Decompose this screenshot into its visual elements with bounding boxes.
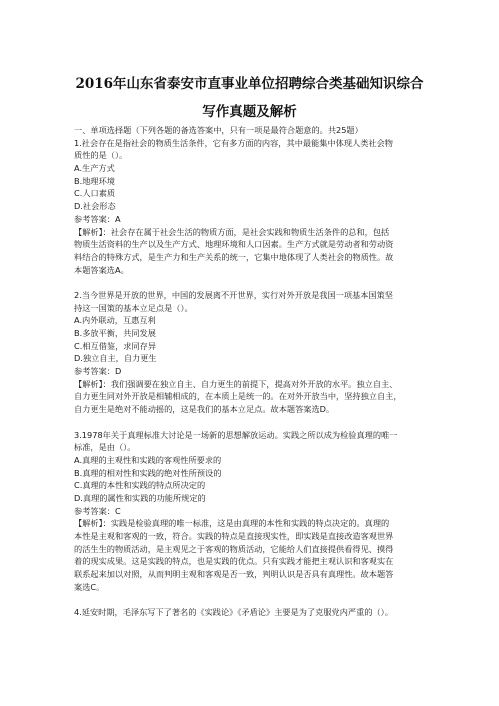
question-3-option-b: B.真理的相对性和实践的绝对性所预设的	[74, 467, 222, 478]
question-1-analysis-line-2: 物质生活资料的生产以及生产方式、地理环境和人口因素。生产方式就是劳动者和劳动资	[74, 239, 394, 250]
question-1-analysis-line-1: 【解析】：社会存在属于社会生活的物质方面，是社会实践和物质生活条件的总和，包括	[74, 226, 390, 237]
question-3-analysis-line-1: 【解析】：实践是检验真理的唯一标准，这是由真理的本性和实践的特点决定的。真理的	[74, 518, 390, 529]
question-2-analysis-line-3: 自力更生是绝对不能动摇的，这是我们的基本立足点。故本题答案选D。	[74, 404, 335, 415]
document-title-line-2: 写作真题及解析	[202, 104, 297, 120]
question-2-stem-line-1: 2.当今世界是开放的世界，中国的发展离不开世界，实行对外开放是我国一项基本国策坚	[74, 289, 393, 300]
question-1-answer: 参考答案：A	[74, 213, 121, 224]
paragraph-gap	[74, 416, 432, 429]
question-1-stem-line-1: 1.社会存在是指社会的物质生活条件，它有多方面的内容，其中最能集中体现人类社会物	[74, 137, 393, 148]
question-3-analysis-line-5: 联系起来加以对照，从而判明主观和客观是否一致，判明认识是否具有真理性。故本题答	[74, 569, 394, 580]
question-2-answer: 参考答案：D	[74, 366, 122, 377]
paragraph-gap	[74, 593, 432, 606]
question-1-option-a: A.生产方式	[74, 163, 115, 174]
question-3-analysis-line-6: 案选C。	[74, 581, 105, 592]
question-2-option-d: D.独立自主，自力更生	[74, 353, 157, 364]
question-4-stem-line-1: 4.延安时期，毛泽东写下了著名的《实践论》《矛盾论》主要是为了克服党内严重的（）。	[74, 607, 393, 618]
section-header: 一、单项选择题（下列各题的备选答案中，只有一项是最符合题意的。共25题）	[74, 125, 363, 135]
question-3-stem-line-1: 3.1978年关于真理标准大讨论是一场新的思想解放运动。实践之所以成为检验真理的唯一	[74, 429, 398, 440]
question-3-option-d: D.真理的属性和实践的功能所规定的	[74, 492, 206, 503]
question-3-analysis-line-4: 着的现实成果。这是实践的特点，也是实践的优点。只有实践才能把主观认识和客观实在	[74, 556, 394, 567]
question-3-analysis-line-2: 本性是主观和客观的一致，符合。实践的特点是直接现实性，即实践是直接改造客观世界	[74, 531, 394, 541]
question-1-stem-line-2: 质性的是（）。	[74, 150, 128, 161]
question-1-option-d: D.社会形态	[74, 201, 116, 212]
question-1-option-c: C.人口素质	[74, 188, 116, 199]
paragraph-gap	[74, 276, 432, 289]
question-3-answer: 参考答案：C	[74, 505, 121, 516]
question-3-option-a: A.真理的主观性和实践的客观性所要求的	[74, 454, 222, 465]
question-3-analysis-line-3: 的活生生的物质活动，是主观见之于客观的物质活动，它能给人们直接提供看得见、摸得	[74, 543, 394, 554]
document-body	[74, 124, 432, 619]
question-2-option-b: B.多放平衡，共同发展	[74, 328, 156, 338]
question-1-option-b: B.地理环境	[74, 175, 115, 186]
question-2-analysis-line-1: 【解析】：我们强调要在独立自主、自力更生的前提下，提高对外开放的水平。独立自主、	[74, 378, 398, 389]
question-2-analysis-line-2: 自力更生同对外开放是相辅相成的，在本质上是统一的。在对外开放当中，坚持独立自主，	[74, 391, 402, 402]
question-1-analysis-line-4: 本题答案选A。	[74, 264, 129, 275]
question-3-option-c: C.真理的本性和实践的特点所决定的	[74, 480, 206, 491]
document-title-line-1: 2016年山东省泰安市直事业单位招聘综合类基础知识综合	[75, 76, 424, 92]
question-2-option-c: C.相互借鉴，求同存异	[74, 340, 157, 351]
question-2-stem-line-2: 持这一国策的基本立足点是（）。	[74, 302, 193, 313]
question-2-option-a: A.内外联动，互惠互利	[74, 315, 156, 326]
question-3-stem-line-2: 标准，是由（）。	[74, 442, 136, 453]
question-1-analysis-line-3: 料结合的特殊方式，是生产力和生产关系的统一，它集中地体现了人类社会的物质性。故	[74, 251, 394, 262]
